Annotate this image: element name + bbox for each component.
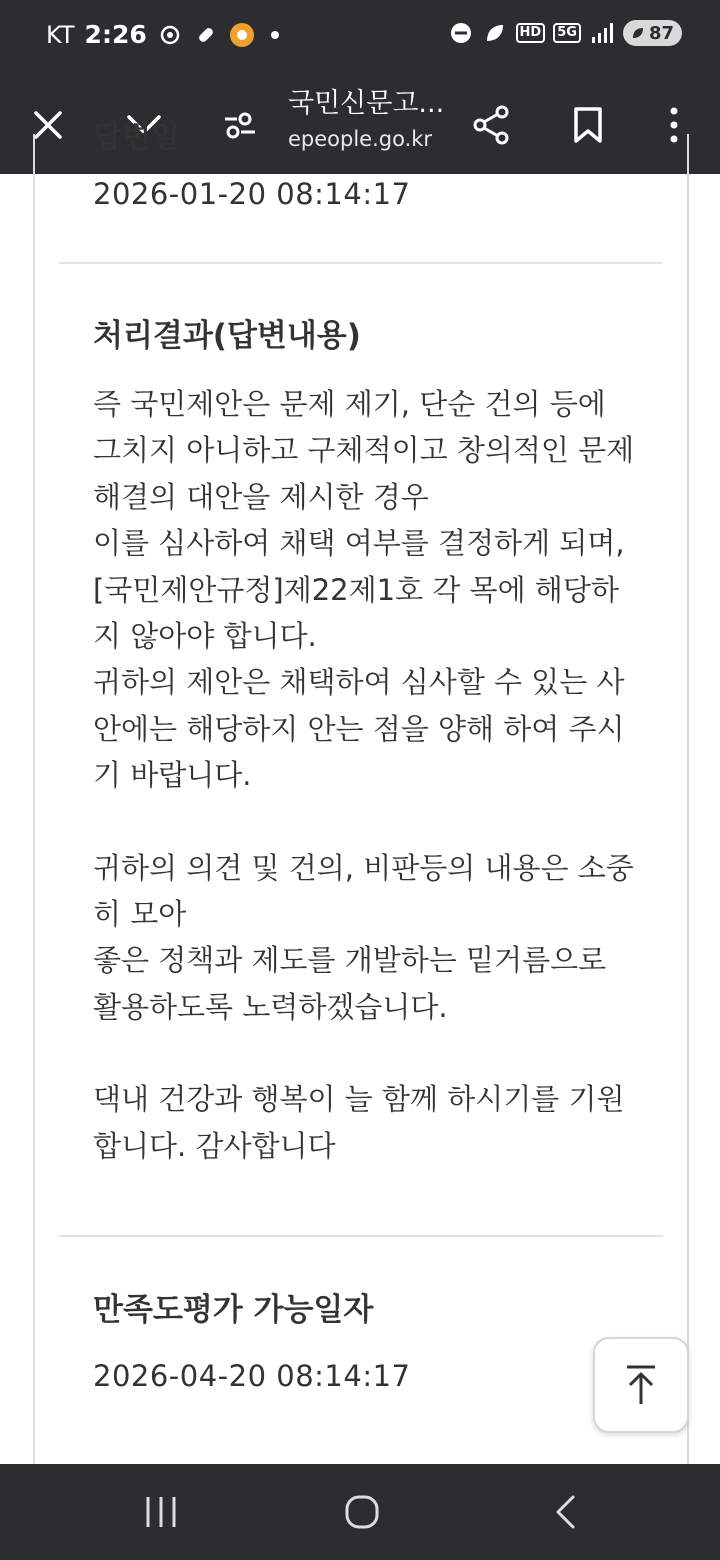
sync-icon <box>157 22 183 48</box>
result-line: [국민제안규정]제22제1호 각 목에 해당하 <box>93 572 619 607</box>
clock: 2:26 <box>84 20 147 49</box>
recent-apps-icon <box>144 1495 178 1529</box>
satisfaction-heading: 만족도평가 가능일자 <box>93 1292 374 1328</box>
result-line: 이를 심사하여 채택 여부를 결정하게 되며, <box>93 526 625 561</box>
result-line: 그치지 아니하고 구체적이고 창의적인 문제 <box>93 433 635 468</box>
result-line: 댁내 건강과 행복이 늘 함께 하시기를 기원 <box>93 1082 625 1117</box>
page-title: 국민신문고... <box>288 88 445 119</box>
carrier-label: KT <box>46 20 75 49</box>
result-heading: 처리결과(답변내용) <box>93 318 361 354</box>
result-body <box>93 381 653 1169</box>
result-line: 해결의 대안을 제시한 경우 <box>93 479 429 514</box>
home-icon <box>344 1494 380 1530</box>
back-button[interactable] <box>533 1480 597 1544</box>
result-line: 좋은 정책과 제도를 개발하는 밑거름으로 <box>93 943 607 978</box>
system-nav-bar <box>0 1464 720 1560</box>
app-icon <box>229 22 255 48</box>
answer-card <box>33 120 689 1534</box>
result-line: 히 모아 <box>93 897 187 932</box>
result-line: 귀하의 제안은 채택하여 심사할 수 있는 사 <box>93 665 625 700</box>
5g-icon: 5G <box>553 23 581 43</box>
satisfaction-date: 2026-04-20 08:14:17 <box>93 1359 411 1393</box>
result-line: 합니다. 감사합니다 <box>93 1128 336 1163</box>
battery-icon <box>623 20 682 46</box>
leaf-icon <box>482 20 508 46</box>
arrow-up-to-top-icon <box>624 1364 658 1406</box>
notification-dot-icon <box>271 31 279 39</box>
answer-date-label: 답변일 <box>93 120 180 155</box>
home-button[interactable] <box>330 1480 394 1544</box>
recent-apps-button[interactable] <box>129 1480 193 1544</box>
result-line: 기 바랍니다. <box>93 758 252 793</box>
dnd-icon <box>448 20 474 46</box>
result-line: 즉 국민제안은 문제 제기, 단순 건의 등에 <box>93 387 606 421</box>
scroll-to-top-button[interactable] <box>593 1337 689 1433</box>
answer-date: 2026-01-20 08:14:17 <box>93 177 411 211</box>
result-line: 지 않아야 합니다. <box>93 619 317 654</box>
battery-level: 87 <box>648 22 674 44</box>
divider <box>59 262 663 264</box>
divider <box>59 1235 663 1237</box>
hd-icon: HD <box>516 23 546 43</box>
back-icon <box>553 1494 577 1530</box>
status-bar <box>0 0 720 76</box>
result-line: 안에는 해당하지 안는 점을 양해 하여 주시 <box>93 711 625 746</box>
signal-icon <box>589 20 615 46</box>
result-line: 활용하도록 노력하겠습니다. <box>93 989 448 1024</box>
result-line: 귀하의 의견 및 건의, 비판등의 내용은 소중 <box>93 850 634 885</box>
page-url: epeople.go.kr <box>288 127 433 151</box>
pill-icon <box>193 22 219 48</box>
